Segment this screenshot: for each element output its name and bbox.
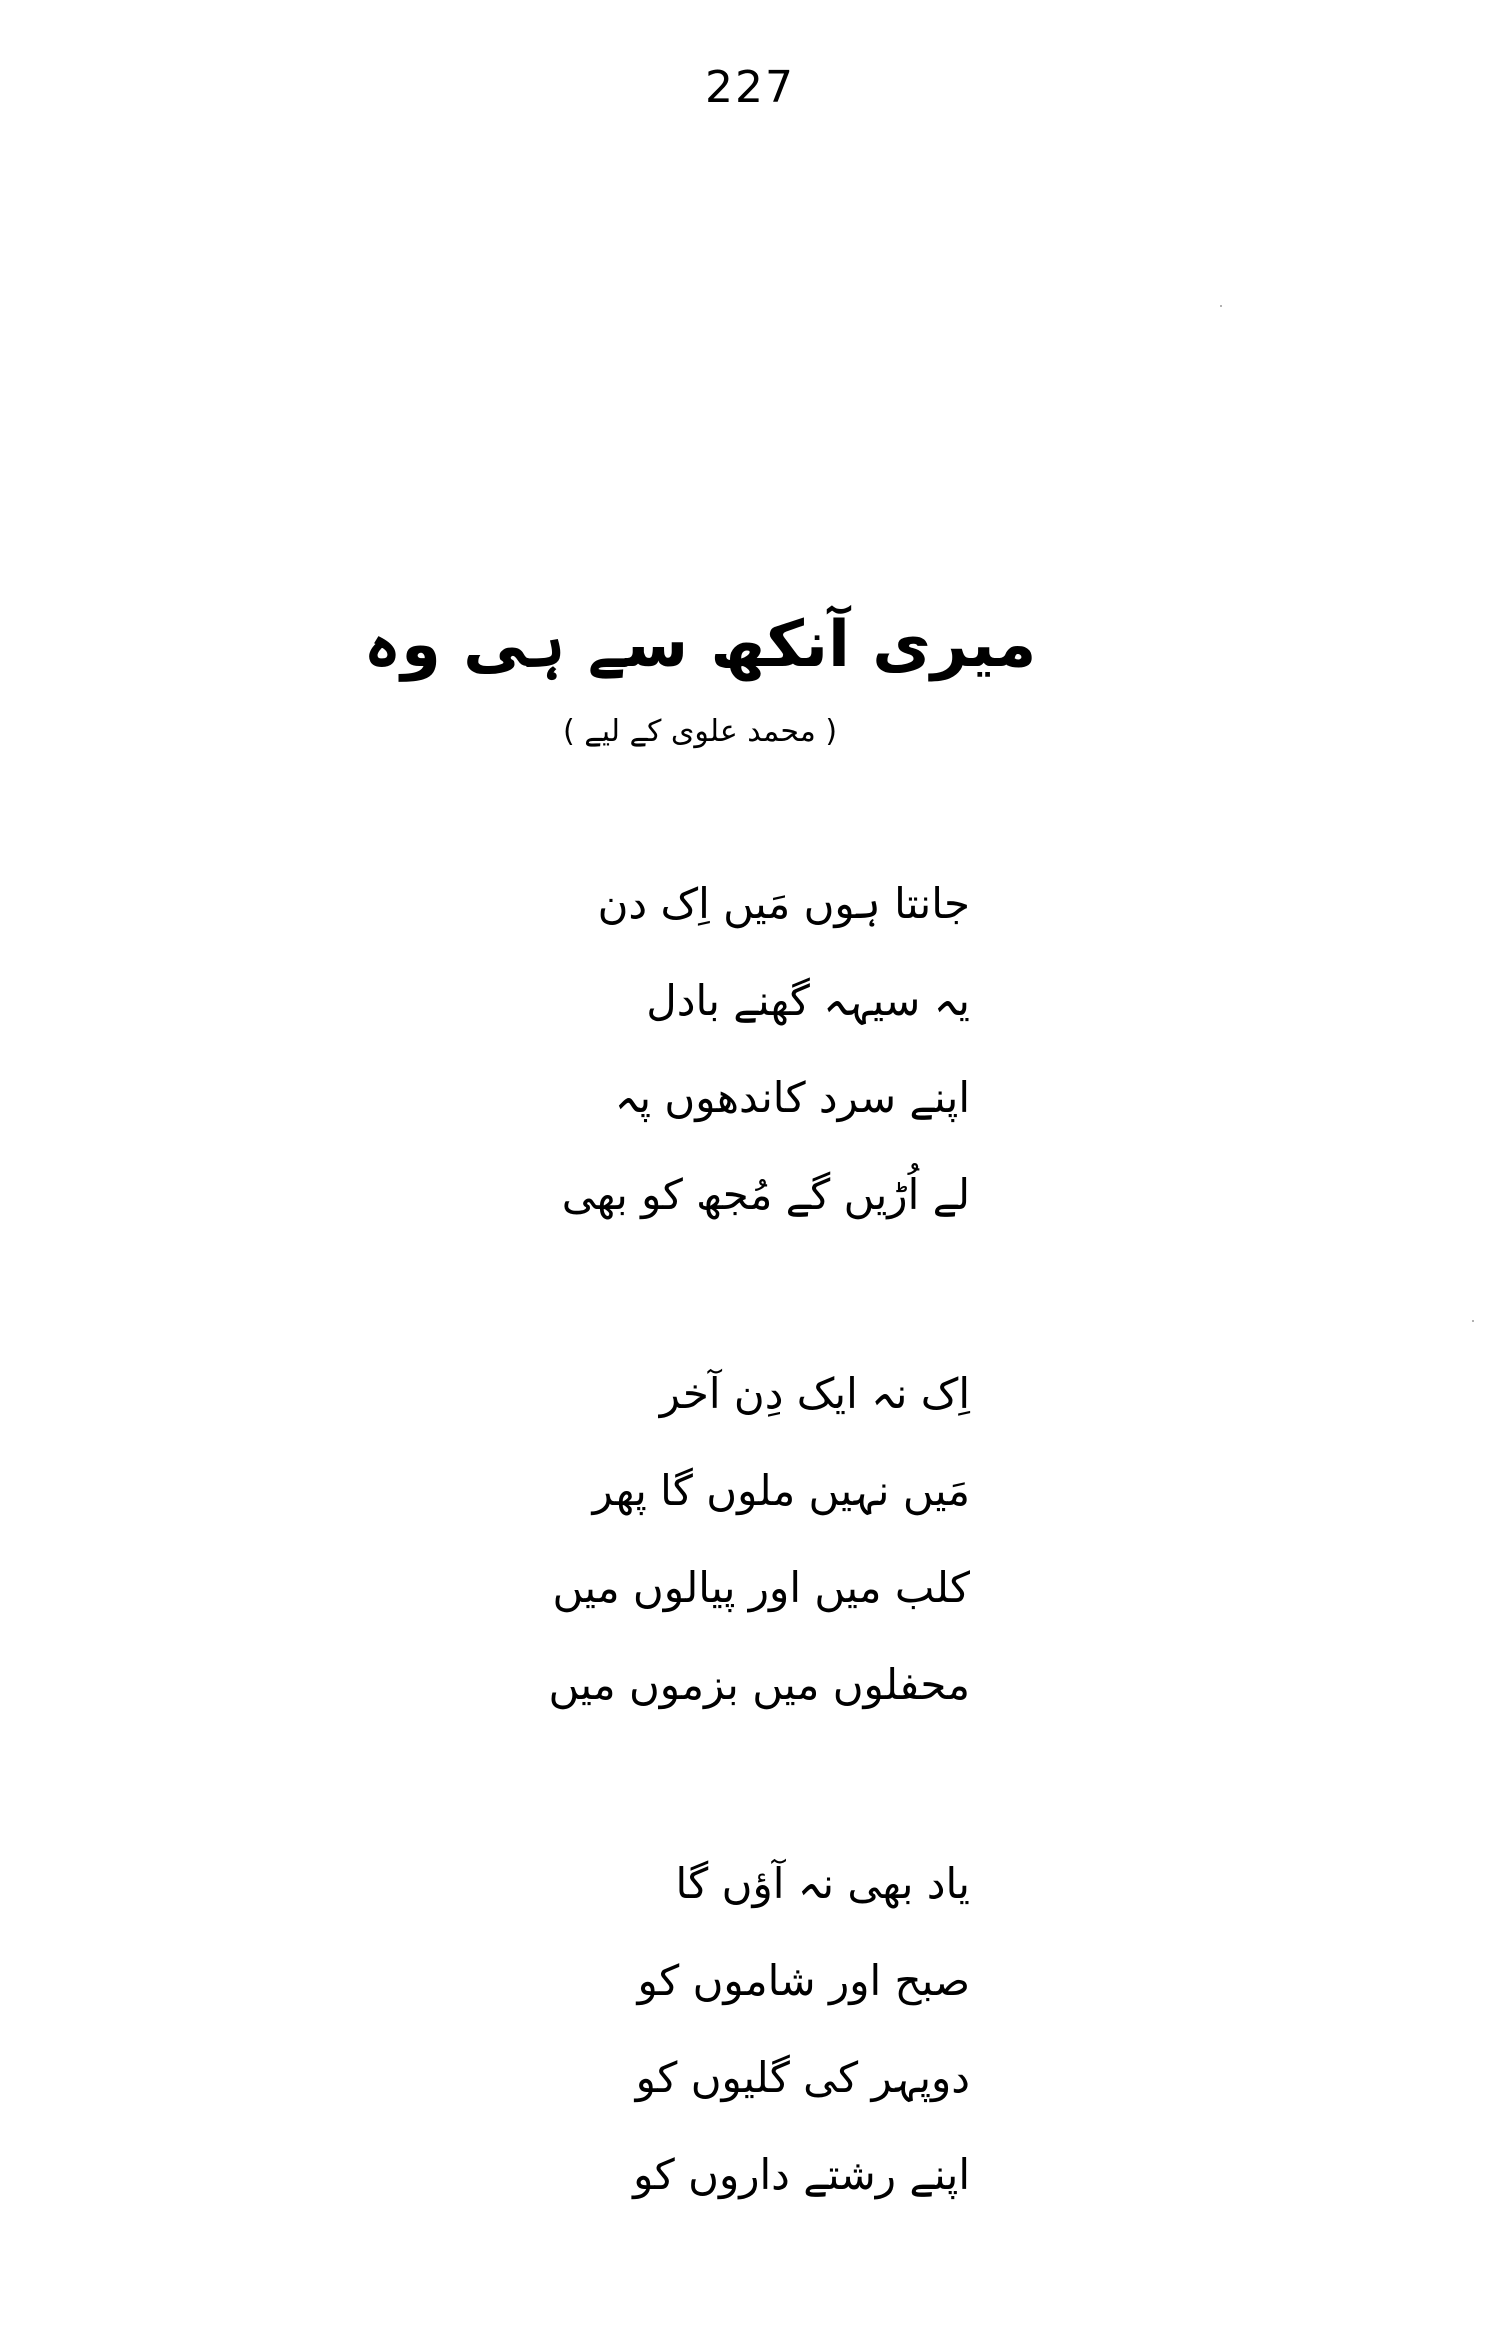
stanza — [520, 1345, 970, 1733]
poem-line: جانتا ہوں مَیں اِک دن — [597, 879, 970, 928]
stanza — [520, 855, 970, 1243]
poem-body — [520, 855, 970, 2325]
stanza — [520, 1835, 970, 2223]
scan-speck — [1220, 305, 1222, 307]
poem-line: اِک نہ ایک دِن آخر — [659, 1369, 970, 1418]
poem-line: یہ سیہہ گھنے بادل — [646, 976, 970, 1025]
poem-line: صبح اور شاموں کو — [637, 1956, 970, 2005]
poem-line: اپنے سرد کاندھوں پہ — [614, 1073, 970, 1122]
poem-dedication: ( محمد علوی کے لیے ) — [562, 714, 838, 749]
poem-line: لے اُڑیں گے مُجھ کو بھی — [561, 1170, 970, 1219]
poem-line: مَیں نہیں ملوں گا پھر — [592, 1466, 970, 1515]
poem-title: میری آنکھ سے ہی وہ — [363, 608, 1037, 682]
poem-line: اپنے رشتے داروں کو — [633, 2150, 970, 2199]
page-number: 227 — [705, 62, 795, 113]
scan-speck — [1472, 1320, 1474, 1322]
poem-line: محفلوں میں بزموں میں — [548, 1660, 970, 1709]
poem-line: دوپہر کی گلیوں کو — [635, 2053, 970, 2102]
poem-line: کلب میں اور پیالوں میں — [552, 1563, 970, 1612]
poem-line: یاد بھی نہ آؤں گا — [675, 1859, 970, 1908]
